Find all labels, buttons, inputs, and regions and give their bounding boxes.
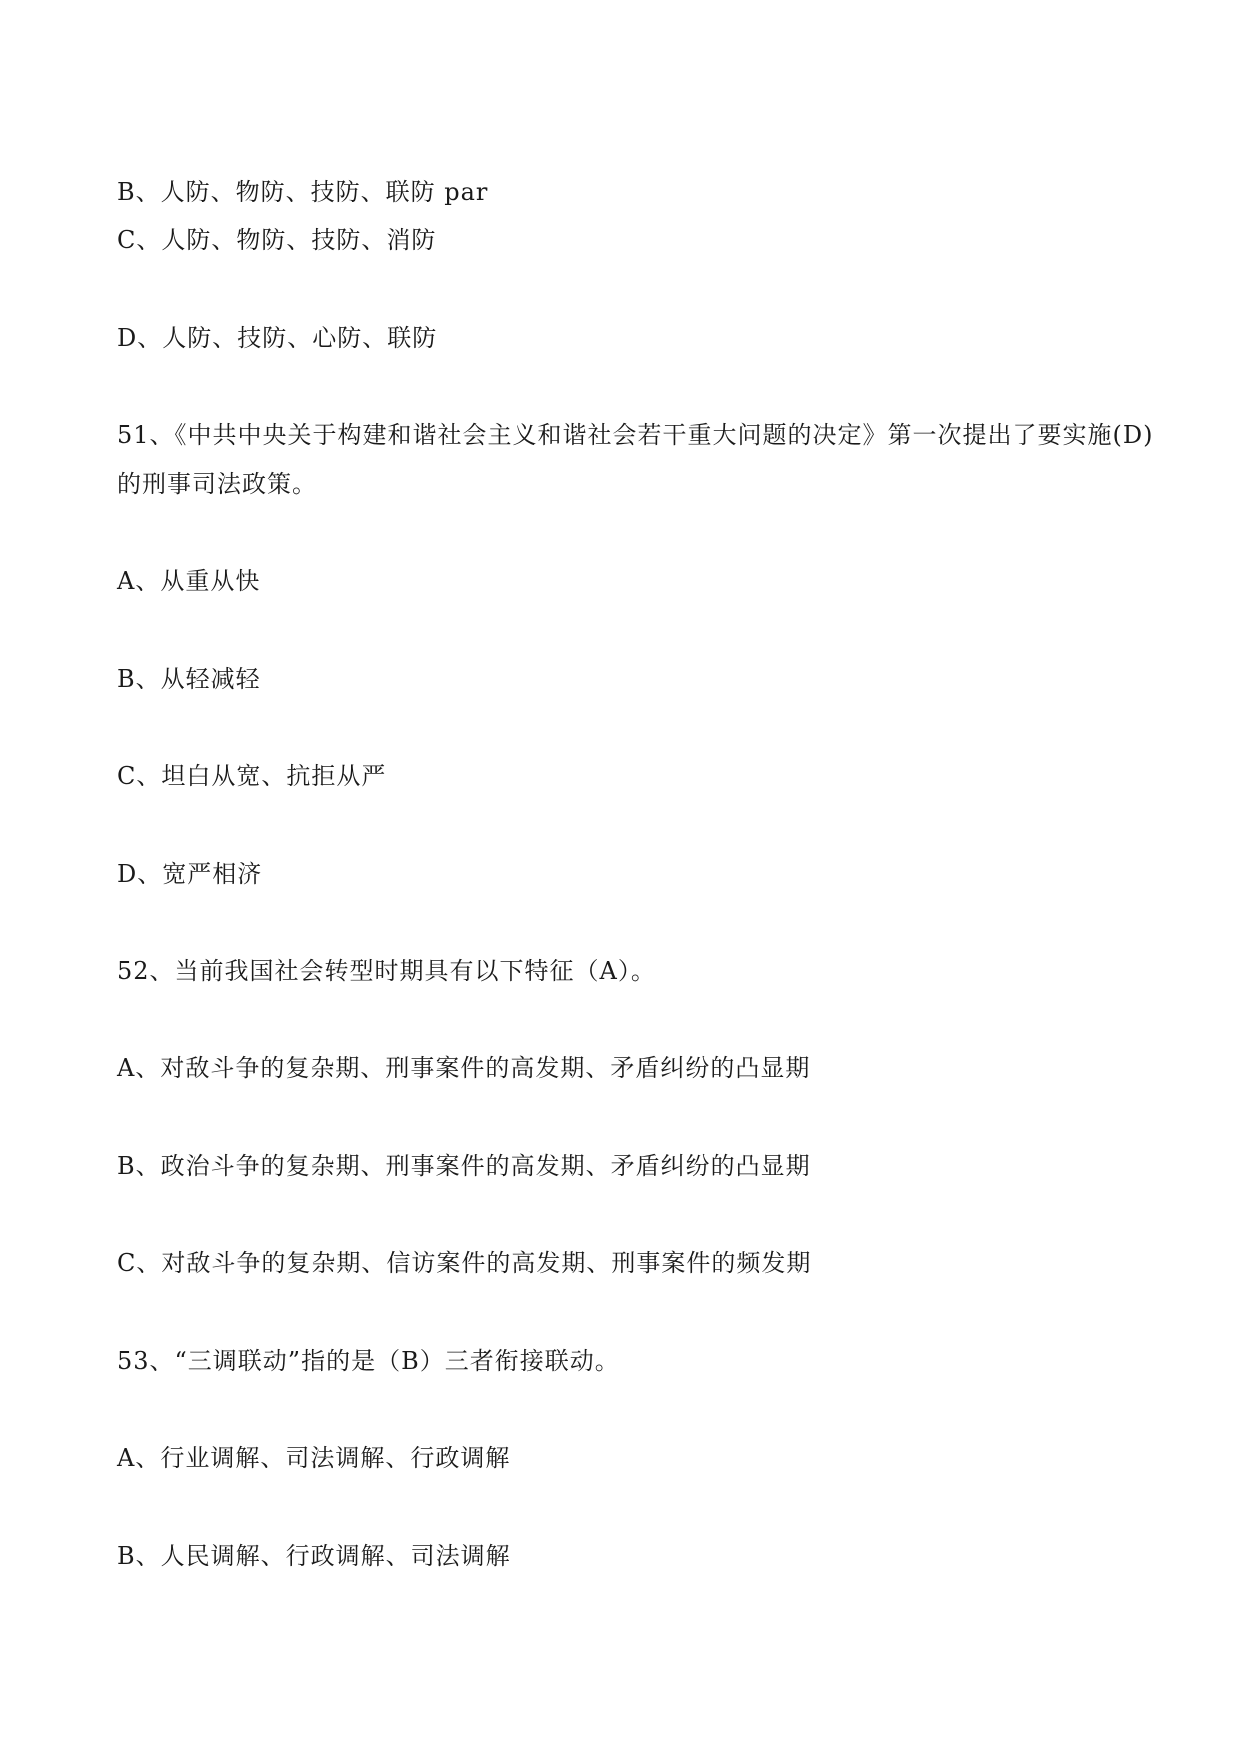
question-52-option-c: C、对敌斗争的复杂期、信访案件的高发期、刑事案件的频发期 xyxy=(117,1249,812,1277)
option-c-line: C、人防、物防、技防、消防 xyxy=(117,226,437,254)
question-51-line-2: 的刑事司法政策。 xyxy=(117,470,317,498)
question-53-option-a: A、行业调解、司法调解、行政调解 xyxy=(117,1444,511,1472)
question-51-option-b: B、从轻减轻 xyxy=(117,665,261,693)
option-d-line: D、人防、技防、心防、联防 xyxy=(117,324,438,352)
question-53-line: 53、“三调联动”指的是（B）三者衔接联动。 xyxy=(117,1347,620,1375)
question-51-option-a: A、从重从快 xyxy=(117,567,261,595)
question-52-line: 52、当前我国社会转型时期具有以下特征（A）。 xyxy=(117,957,656,985)
question-52-option-a: A、对敌斗争的复杂期、刑事案件的高发期、矛盾纠纷的凸显期 xyxy=(117,1054,811,1082)
question-51-option-d: D、宽严相济 xyxy=(117,860,263,888)
question-51-option-c: C、坦白从宽、抗拒从严 xyxy=(117,762,387,790)
question-52-option-b: B、政治斗争的复杂期、刑事案件的高发期、矛盾纠纷的凸显期 xyxy=(117,1152,811,1180)
question-53-option-b: B、人民调解、行政调解、司法调解 xyxy=(117,1542,511,1570)
option-b-line: B、人防、物防、技防、联防 par xyxy=(117,178,489,206)
question-51-line-1: 51、《中共中央关于构建和谐社会主义和谐社会若干重大问题的决定》第一次提出了要实施(D) xyxy=(117,421,1154,449)
